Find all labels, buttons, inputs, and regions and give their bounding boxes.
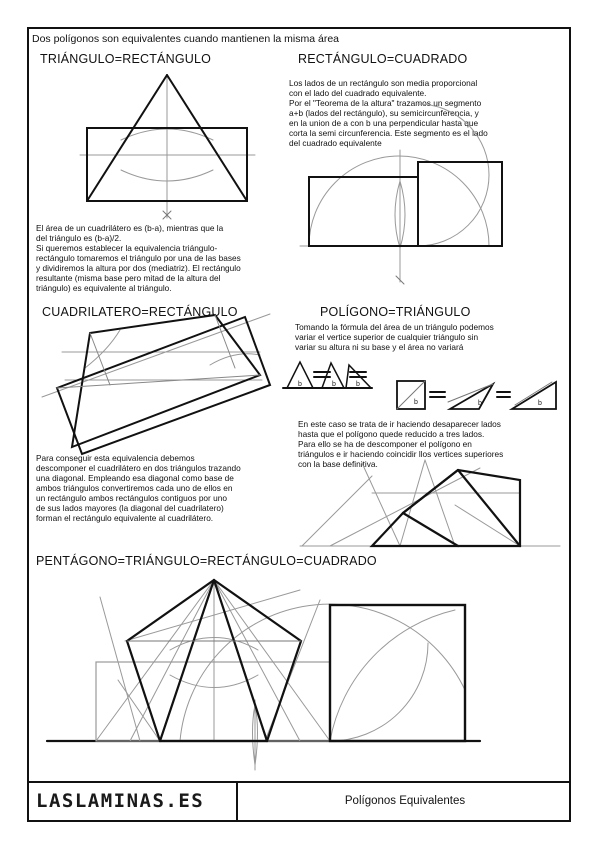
title-cuadrilatero-rectangulo: CUADRILATERO=RECTÁNGULO	[42, 305, 238, 319]
label-b-1: b	[298, 381, 302, 388]
text-rectangulo-cuadrado: Los lados de un rectángulo son media proporcional con el lado del cuadrado equivalente. Por el "Teorema de la altura" trazamos un segmento a+b (lados del rectángulo), su semicircunferencia, y en la union de a con b una perpendicular hasta que corta la semi circunferencia. Este segmento es el lado del cuadrado equivalente	[289, 78, 488, 148]
text-poligono-triangulo-1: Tomando la fórmula del área de un triángulo podemos variar el vertice superior de cualquier triángulo sin variar su altura ni su base y el área no variará	[295, 322, 494, 352]
text-triangulo-rectangulo: El área de un cuadrilátero es (b-a), mientras que la del triángulo es (b-a)/2. Si queremos establecer la equivalencia triángulo- rectángulo tomaremos el triángulo por una de las bases y dividiremos la altura por dos (mediatriz). El rectángulo resultante (misma base pero mitad de la altura del triángulo) es equivalente al triángulo.	[36, 223, 241, 293]
figure-pentagono	[47, 580, 480, 770]
title-triangulo-rectangulo: TRIÁNGULO=RECTÁNGULO	[40, 52, 212, 66]
label-b-6: b	[538, 400, 542, 407]
label-b-5: b	[478, 400, 482, 407]
title-poligono-triangulo: POLÍGONO=TRIÁNGULO	[320, 305, 471, 319]
brand-logo: LASLAMINAS.ES	[36, 790, 205, 812]
figure-cuadrilatero-rectangulo	[42, 314, 270, 454]
text-poligono-triangulo-2: En este caso se trata de ir haciendo desaparecer lados hasta que el polígono quede reducido a tres lados. Para ello se ha de descomponer el polígono en triángulos e ir haciendo coincidir llos vertices superiores con la base definitiva.	[298, 419, 504, 469]
title-rectangulo-cuadrado: RECTÁNGULO=CUADRADO	[298, 52, 468, 66]
title-pentagono: PENTÁGONO=TRIÁNGULO=RECTÁNGULO=CUADRADO	[36, 554, 377, 568]
label-b-4: b	[414, 399, 418, 406]
figure-poligono-triangulo	[300, 460, 560, 546]
label-b-3: b	[356, 381, 360, 388]
intro-text: Dos polígonos son equivalentes cuando mantienen la misma área	[32, 33, 340, 45]
figure-rectangulo-cuadrado	[300, 104, 502, 284]
label-b-2: b	[332, 381, 336, 388]
sheet-subject: Polígonos Equivalentes	[344, 795, 466, 807]
text-cuadrilatero-rectangulo: Para conseguir esta equivalencia debemos descomponer el cuadrilátero en dos triángulos trazando una diagonal. Empleando esa diagonal como base de ambos triángulos convertiremos cada uno de ellos en un rectángulo ambos rectángulos contiguos por uno de sus lados mayores (la diagonal del cuadrilatero) forman el rectángulo equivalente al cuadrilátero.	[36, 453, 241, 523]
figure-triangulo-rectangulo	[80, 75, 255, 219]
figure-base-variation	[283, 362, 556, 409]
